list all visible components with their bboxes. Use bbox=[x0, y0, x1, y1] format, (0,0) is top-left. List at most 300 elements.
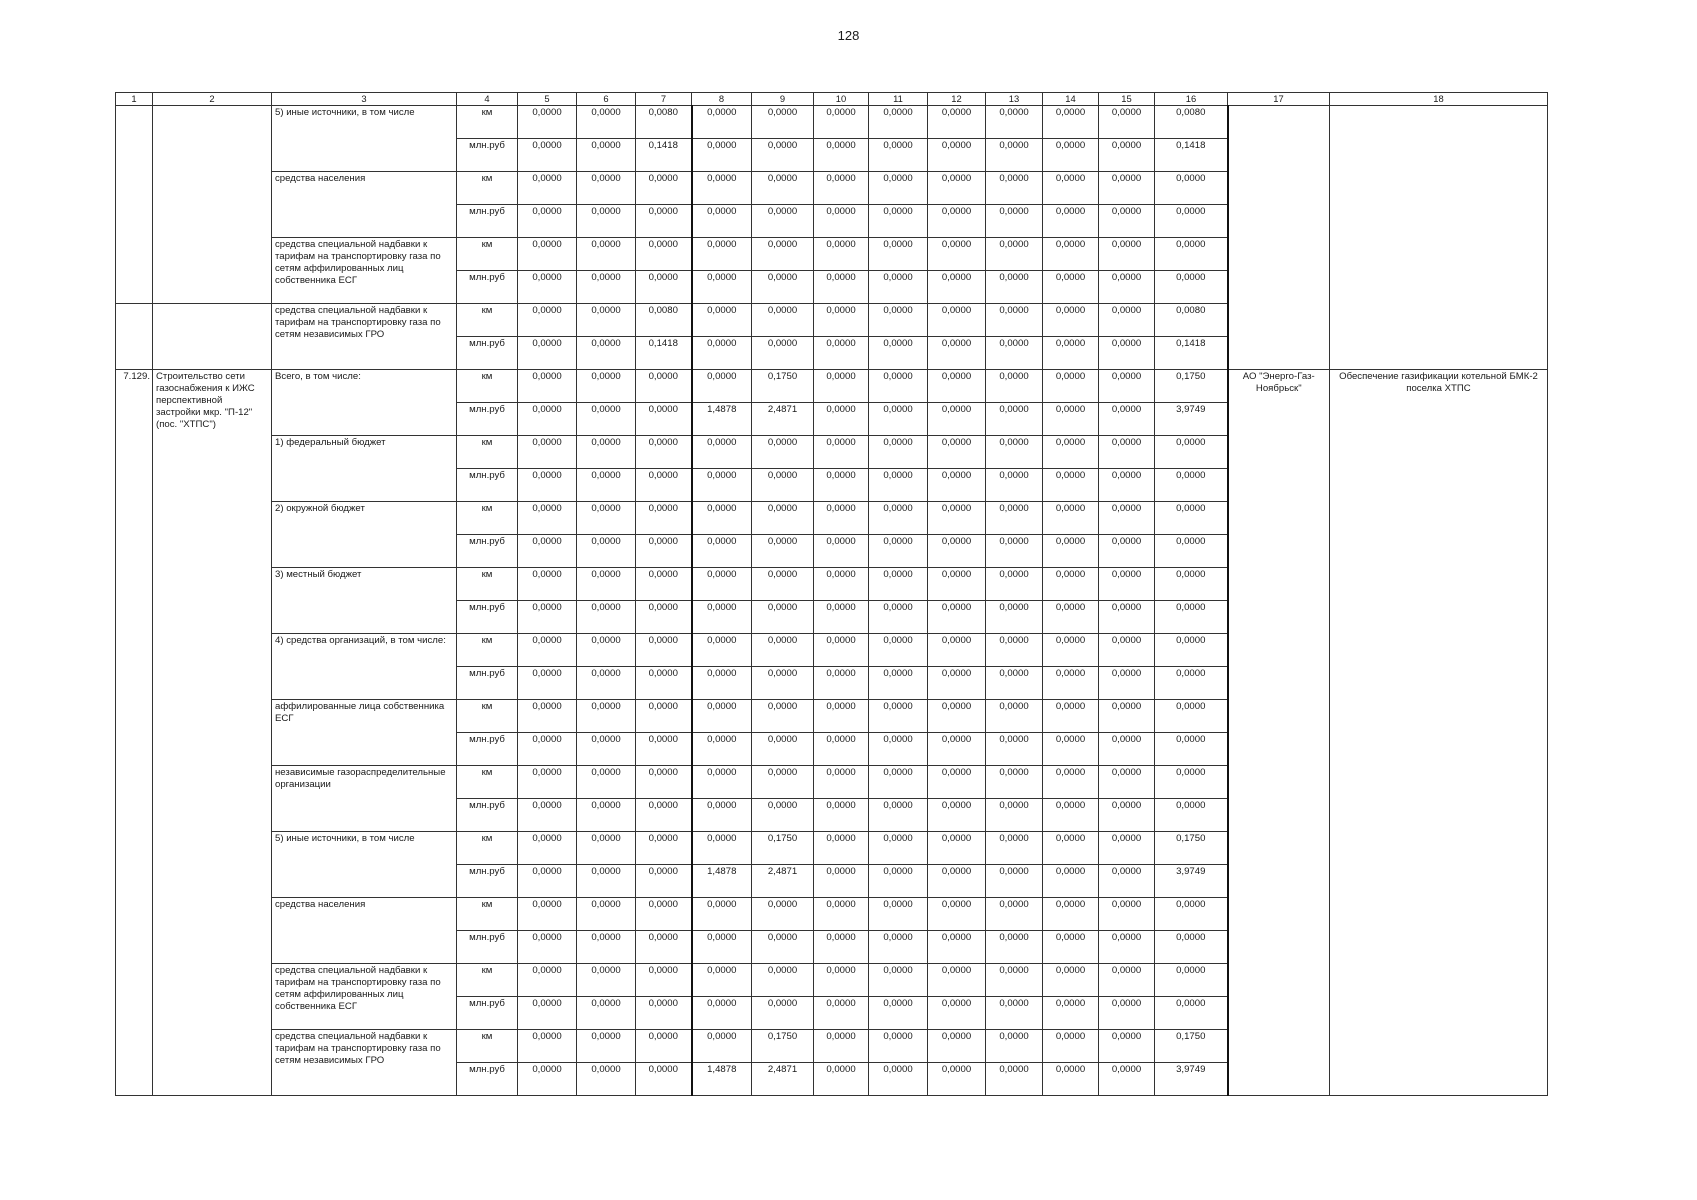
funding-source-label: Всего, в том числе: bbox=[272, 369, 457, 435]
value-cell: 0,0000 bbox=[577, 534, 636, 567]
value-cell: 0,0000 bbox=[752, 534, 814, 567]
row-number-empty bbox=[116, 105, 153, 303]
value-cell: 0,0000 bbox=[928, 732, 986, 765]
table-row bbox=[116, 105, 1548, 138]
column-header-10: 10 bbox=[814, 93, 869, 106]
value-cell: 0,0000 bbox=[577, 864, 636, 897]
unit-cell: км bbox=[457, 567, 518, 600]
value-cell: 0,0000 bbox=[636, 996, 692, 1029]
value-cell: 0,0000 bbox=[986, 402, 1043, 435]
value-cell: 0,0000 bbox=[986, 105, 1043, 138]
value-cell: 0,1750 bbox=[752, 369, 814, 402]
value-cell: 0,0000 bbox=[692, 171, 752, 204]
value-cell: 0,0000 bbox=[518, 798, 577, 831]
value-cell: 0,0000 bbox=[928, 237, 986, 270]
value-cell: 0,0000 bbox=[1043, 369, 1099, 402]
value-cell: 0,0000 bbox=[636, 204, 692, 237]
unit-cell: км bbox=[457, 831, 518, 864]
value-cell: 0,0000 bbox=[692, 798, 752, 831]
column-header-8: 8 bbox=[692, 93, 752, 106]
unit-cell: км bbox=[457, 171, 518, 204]
value-cell: 0,0000 bbox=[577, 270, 636, 303]
unit-cell: км bbox=[457, 633, 518, 666]
value-cell: 0,0000 bbox=[692, 204, 752, 237]
value-cell: 0,0000 bbox=[1155, 666, 1228, 699]
row-number-empty bbox=[116, 303, 153, 369]
value-cell: 0,0000 bbox=[1155, 633, 1228, 666]
value-cell: 0,0000 bbox=[1099, 831, 1155, 864]
value-cell: 0,0000 bbox=[636, 270, 692, 303]
value-cell: 0,0000 bbox=[692, 270, 752, 303]
value-cell: 0,0000 bbox=[752, 171, 814, 204]
value-cell: 0,0000 bbox=[928, 171, 986, 204]
value-cell: 0,0000 bbox=[869, 336, 928, 369]
funding-source-label: 3) местный бюджет bbox=[272, 567, 457, 633]
value-cell: 0,0000 bbox=[1099, 171, 1155, 204]
value-cell: 0,0000 bbox=[1043, 699, 1099, 732]
value-cell: 0,0000 bbox=[869, 1029, 928, 1062]
value-cell: 0,0000 bbox=[869, 666, 928, 699]
value-cell: 0,0000 bbox=[814, 897, 869, 930]
value-cell: 2,4871 bbox=[752, 1062, 814, 1095]
value-cell: 0,0000 bbox=[814, 402, 869, 435]
funding-source-label: независимые газораспределительные организации bbox=[272, 765, 457, 831]
value-cell: 0,0000 bbox=[869, 138, 928, 171]
value-cell: 0,0000 bbox=[1155, 930, 1228, 963]
value-cell: 0,0000 bbox=[1043, 468, 1099, 501]
value-cell: 0,0000 bbox=[1043, 765, 1099, 798]
value-cell: 0,0000 bbox=[1043, 1029, 1099, 1062]
value-cell: 0,0000 bbox=[692, 369, 752, 402]
funding-source-label: 1) федеральный бюджет bbox=[272, 435, 457, 501]
value-cell: 0,0000 bbox=[986, 501, 1043, 534]
value-cell: 0,0000 bbox=[752, 501, 814, 534]
value-cell: 0,0000 bbox=[1155, 963, 1228, 996]
value-cell: 0,0000 bbox=[518, 204, 577, 237]
funding-source-label: средства населения bbox=[272, 897, 457, 963]
value-cell: 0,0000 bbox=[752, 237, 814, 270]
value-cell: 0,0000 bbox=[1043, 435, 1099, 468]
value-cell: 0,0000 bbox=[636, 534, 692, 567]
value-cell: 0,0000 bbox=[869, 963, 928, 996]
funding-source-label: 5) иные источники, в том числе bbox=[272, 105, 457, 171]
value-cell: 0,0000 bbox=[752, 336, 814, 369]
value-cell: 0,0000 bbox=[814, 270, 869, 303]
unit-cell: км bbox=[457, 369, 518, 402]
value-cell: 1,4878 bbox=[692, 1062, 752, 1095]
value-cell: 2,4871 bbox=[752, 402, 814, 435]
value-cell: 0,0000 bbox=[1043, 897, 1099, 930]
value-cell: 0,0000 bbox=[577, 435, 636, 468]
value-cell: 0,0000 bbox=[869, 402, 928, 435]
value-cell: 0,0000 bbox=[986, 270, 1043, 303]
value-cell: 0,0000 bbox=[577, 666, 636, 699]
value-cell: 0,0000 bbox=[577, 468, 636, 501]
value-cell: 0,0000 bbox=[692, 897, 752, 930]
value-cell: 0,0000 bbox=[1099, 930, 1155, 963]
value-cell: 0,0000 bbox=[869, 732, 928, 765]
value-cell: 0,0000 bbox=[518, 270, 577, 303]
value-cell: 0,0000 bbox=[814, 1062, 869, 1095]
value-cell: 0,0000 bbox=[1043, 204, 1099, 237]
value-cell: 0,0000 bbox=[928, 468, 986, 501]
unit-cell: км bbox=[457, 897, 518, 930]
value-cell: 0,0000 bbox=[752, 699, 814, 732]
column-header-4: 4 bbox=[457, 93, 518, 106]
value-cell: 0,0000 bbox=[928, 270, 986, 303]
value-cell: 0,0000 bbox=[752, 303, 814, 336]
value-cell: 0,0000 bbox=[518, 963, 577, 996]
value-cell: 0,0000 bbox=[752, 930, 814, 963]
value-cell: 0,0000 bbox=[518, 666, 577, 699]
value-cell: 0,0000 bbox=[928, 105, 986, 138]
column-header-2: 2 bbox=[153, 93, 272, 106]
value-cell: 0,0000 bbox=[692, 699, 752, 732]
value-cell: 0,0000 bbox=[577, 996, 636, 1029]
value-cell: 0,0000 bbox=[518, 534, 577, 567]
value-cell: 0,0000 bbox=[986, 237, 1043, 270]
value-cell: 0,0000 bbox=[1043, 996, 1099, 1029]
funding-source-label: средства специальной надбавки к тарифам на транспортировку газа по сетям независимых ГРО bbox=[272, 1029, 457, 1095]
value-cell: 0,0080 bbox=[1155, 303, 1228, 336]
value-cell: 0,0000 bbox=[1043, 633, 1099, 666]
value-cell: 0,0000 bbox=[814, 567, 869, 600]
value-cell: 0,0000 bbox=[1155, 798, 1228, 831]
column-header-17: 17 bbox=[1228, 93, 1330, 106]
unit-cell: млн.руб bbox=[457, 336, 518, 369]
value-cell: 0,0000 bbox=[1099, 798, 1155, 831]
value-cell: 0,0000 bbox=[986, 996, 1043, 1029]
value-cell: 0,0000 bbox=[636, 402, 692, 435]
unit-cell: млн.руб bbox=[457, 402, 518, 435]
value-cell: 0,0000 bbox=[986, 534, 1043, 567]
value-cell: 0,0000 bbox=[986, 699, 1043, 732]
value-cell: 0,0000 bbox=[577, 567, 636, 600]
unit-cell: км bbox=[457, 237, 518, 270]
value-cell: 0,0000 bbox=[692, 732, 752, 765]
value-cell: 0,0000 bbox=[814, 864, 869, 897]
value-cell: 0,0000 bbox=[814, 831, 869, 864]
value-cell: 0,0000 bbox=[1155, 567, 1228, 600]
value-cell: 0,0000 bbox=[577, 204, 636, 237]
value-cell: 0,0000 bbox=[692, 303, 752, 336]
value-cell: 0,1750 bbox=[1155, 831, 1228, 864]
value-cell: 0,0000 bbox=[928, 1062, 986, 1095]
value-cell: 0,0000 bbox=[814, 369, 869, 402]
value-cell: 0,0000 bbox=[636, 501, 692, 534]
value-cell: 0,0000 bbox=[869, 897, 928, 930]
value-cell: 0,0000 bbox=[986, 369, 1043, 402]
value-cell: 0,0000 bbox=[1155, 501, 1228, 534]
funding-source-label: средства населения bbox=[272, 171, 457, 237]
value-cell: 0,0000 bbox=[928, 204, 986, 237]
value-cell: 0,0000 bbox=[1099, 237, 1155, 270]
value-cell: 0,0000 bbox=[636, 930, 692, 963]
value-cell: 0,0000 bbox=[986, 798, 1043, 831]
value-cell: 0,0000 bbox=[692, 138, 752, 171]
value-cell: 0,0000 bbox=[986, 1029, 1043, 1062]
unit-cell: км bbox=[457, 963, 518, 996]
value-cell: 0,0000 bbox=[1043, 963, 1099, 996]
value-cell: 0,0000 bbox=[814, 171, 869, 204]
column-header-9: 9 bbox=[752, 93, 814, 106]
value-cell: 0,0000 bbox=[518, 402, 577, 435]
value-cell: 0,0000 bbox=[1099, 204, 1155, 237]
value-cell: 0,0000 bbox=[1155, 468, 1228, 501]
value-cell: 0,0000 bbox=[1043, 402, 1099, 435]
value-cell: 0,0000 bbox=[518, 633, 577, 666]
value-cell: 0,0000 bbox=[928, 303, 986, 336]
value-cell: 0,0000 bbox=[928, 798, 986, 831]
value-cell: 0,0000 bbox=[577, 501, 636, 534]
value-cell: 0,0000 bbox=[518, 435, 577, 468]
value-cell: 0,0000 bbox=[577, 600, 636, 633]
value-cell: 0,0000 bbox=[1043, 534, 1099, 567]
value-cell: 0,0000 bbox=[692, 435, 752, 468]
unit-cell: млн.руб bbox=[457, 270, 518, 303]
value-cell: 0,0000 bbox=[1099, 105, 1155, 138]
value-cell: 0,0000 bbox=[869, 699, 928, 732]
value-cell: 0,0000 bbox=[869, 798, 928, 831]
value-cell: 0,0000 bbox=[518, 567, 577, 600]
value-cell: 0,0000 bbox=[869, 534, 928, 567]
value-cell: 0,1750 bbox=[1155, 1029, 1228, 1062]
value-cell: 0,0000 bbox=[986, 303, 1043, 336]
value-cell: 0,0000 bbox=[577, 1029, 636, 1062]
value-cell: 0,0000 bbox=[518, 699, 577, 732]
value-cell: 0,0000 bbox=[1099, 963, 1155, 996]
value-cell: 2,4871 bbox=[752, 864, 814, 897]
value-cell: 0,0000 bbox=[928, 501, 986, 534]
unit-cell: км bbox=[457, 699, 518, 732]
value-cell: 0,0000 bbox=[814, 600, 869, 633]
value-cell: 0,0000 bbox=[577, 138, 636, 171]
value-cell: 0,0000 bbox=[1043, 666, 1099, 699]
column-header-12: 12 bbox=[928, 93, 986, 106]
value-cell: 0,0000 bbox=[869, 171, 928, 204]
table-row bbox=[116, 369, 1548, 402]
value-cell: 1,4878 bbox=[692, 402, 752, 435]
value-cell: 0,0000 bbox=[928, 336, 986, 369]
value-cell: 0,0000 bbox=[869, 930, 928, 963]
value-cell: 0,0000 bbox=[636, 897, 692, 930]
value-cell: 0,0000 bbox=[518, 369, 577, 402]
value-cell: 0,0000 bbox=[986, 171, 1043, 204]
value-cell: 0,0000 bbox=[1043, 171, 1099, 204]
value-cell: 0,0000 bbox=[692, 336, 752, 369]
value-cell: 0,0000 bbox=[1099, 666, 1155, 699]
row-number: 7.129. bbox=[116, 369, 153, 1095]
value-cell: 0,0000 bbox=[752, 666, 814, 699]
value-cell: 0,0000 bbox=[1099, 633, 1155, 666]
value-cell: 0,0000 bbox=[1099, 699, 1155, 732]
value-cell: 0,0000 bbox=[518, 732, 577, 765]
value-cell: 0,0000 bbox=[752, 270, 814, 303]
value-cell: 0,0000 bbox=[928, 633, 986, 666]
value-cell: 0,0000 bbox=[814, 237, 869, 270]
value-cell: 0,0000 bbox=[814, 435, 869, 468]
value-cell: 0,0000 bbox=[986, 831, 1043, 864]
value-cell: 0,0000 bbox=[752, 567, 814, 600]
value-cell: 0,0000 bbox=[986, 567, 1043, 600]
value-cell: 0,0000 bbox=[752, 633, 814, 666]
value-cell: 0,0000 bbox=[577, 930, 636, 963]
value-cell: 0,0080 bbox=[636, 303, 692, 336]
value-cell: 0,0000 bbox=[928, 369, 986, 402]
value-cell: 0,0000 bbox=[869, 501, 928, 534]
value-cell: 0,0000 bbox=[518, 171, 577, 204]
value-cell: 0,0000 bbox=[928, 402, 986, 435]
value-cell: 0,0000 bbox=[1043, 501, 1099, 534]
value-cell: 0,0000 bbox=[1043, 864, 1099, 897]
value-cell: 0,0000 bbox=[692, 765, 752, 798]
unit-cell: км bbox=[457, 303, 518, 336]
value-cell: 0,0000 bbox=[928, 600, 986, 633]
value-cell: 0,0000 bbox=[1155, 996, 1228, 1029]
value-cell: 0,0000 bbox=[1099, 336, 1155, 369]
unit-cell: км bbox=[457, 105, 518, 138]
column-header-18: 18 bbox=[1330, 93, 1548, 106]
funding-source-label: средства специальной надбавки к тарифам на транспортировку газа по сетям аффилированных лиц собственника ЕСГ bbox=[272, 963, 457, 1029]
value-cell: 0,0000 bbox=[928, 435, 986, 468]
value-cell: 0,0000 bbox=[814, 501, 869, 534]
value-cell: 0,0000 bbox=[1043, 1062, 1099, 1095]
table-body bbox=[116, 93, 1548, 1096]
object-name-empty bbox=[153, 105, 272, 303]
value-cell: 0,0000 bbox=[814, 798, 869, 831]
value-cell: 0,1418 bbox=[1155, 336, 1228, 369]
value-cell: 0,0000 bbox=[928, 699, 986, 732]
object-name-empty bbox=[153, 303, 272, 369]
value-cell: 0,0000 bbox=[518, 1062, 577, 1095]
value-cell: 0,0000 bbox=[692, 1029, 752, 1062]
value-cell: 0,0000 bbox=[1155, 765, 1228, 798]
value-cell: 0,0000 bbox=[1155, 534, 1228, 567]
unit-cell: млн.руб bbox=[457, 930, 518, 963]
value-cell: 0,0000 bbox=[692, 930, 752, 963]
value-cell: 0,0000 bbox=[869, 567, 928, 600]
value-cell: 0,0000 bbox=[986, 600, 1043, 633]
value-cell: 0,1750 bbox=[752, 831, 814, 864]
value-cell: 0,0000 bbox=[518, 765, 577, 798]
value-cell: 0,0000 bbox=[986, 897, 1043, 930]
value-cell: 0,0000 bbox=[752, 765, 814, 798]
value-cell: 0,0000 bbox=[636, 666, 692, 699]
value-cell: 0,0000 bbox=[814, 633, 869, 666]
value-cell: 0,0000 bbox=[928, 567, 986, 600]
value-cell: 0,0000 bbox=[752, 996, 814, 1029]
value-cell: 0,0000 bbox=[636, 699, 692, 732]
value-cell: 0,0000 bbox=[1099, 600, 1155, 633]
column-number-row bbox=[116, 93, 1548, 106]
page-number: 128 bbox=[837, 28, 860, 43]
value-cell: 0,0000 bbox=[1043, 600, 1099, 633]
value-cell: 0,0000 bbox=[928, 765, 986, 798]
value-cell: 0,0000 bbox=[1099, 303, 1155, 336]
unit-cell: млн.руб bbox=[457, 534, 518, 567]
value-cell: 0,0000 bbox=[869, 831, 928, 864]
value-cell: 0,0000 bbox=[752, 204, 814, 237]
column-header-6: 6 bbox=[577, 93, 636, 106]
value-cell: 0,0000 bbox=[518, 105, 577, 138]
value-cell: 0,0000 bbox=[752, 897, 814, 930]
value-cell: 0,0000 bbox=[814, 303, 869, 336]
value-cell: 0,0000 bbox=[1099, 732, 1155, 765]
value-cell: 0,0000 bbox=[752, 798, 814, 831]
value-cell: 0,0000 bbox=[577, 699, 636, 732]
value-cell: 0,0000 bbox=[814, 963, 869, 996]
value-cell: 0,0000 bbox=[869, 600, 928, 633]
unit-cell: млн.руб bbox=[457, 666, 518, 699]
value-cell: 0,0000 bbox=[518, 897, 577, 930]
value-cell: 0,0000 bbox=[636, 600, 692, 633]
value-cell: 0,0000 bbox=[577, 732, 636, 765]
column-header-15: 15 bbox=[1099, 93, 1155, 106]
value-cell: 0,0000 bbox=[692, 534, 752, 567]
value-cell: 0,0080 bbox=[636, 105, 692, 138]
value-cell: 0,0000 bbox=[752, 732, 814, 765]
value-cell: 0,0000 bbox=[869, 996, 928, 1029]
value-cell: 0,1418 bbox=[636, 336, 692, 369]
value-cell: 0,0000 bbox=[518, 237, 577, 270]
value-cell: 0,0000 bbox=[1099, 435, 1155, 468]
value-cell: 0,0000 bbox=[814, 930, 869, 963]
funding-source-label: 4) средства организаций, в том числе: bbox=[272, 633, 457, 699]
unit-cell: млн.руб bbox=[457, 996, 518, 1029]
value-cell: 0,0000 bbox=[928, 897, 986, 930]
value-cell: 0,0000 bbox=[577, 633, 636, 666]
value-cell: 0,0000 bbox=[577, 831, 636, 864]
value-cell: 0,0000 bbox=[577, 237, 636, 270]
value-cell: 0,0000 bbox=[636, 633, 692, 666]
executor-cell-empty bbox=[1228, 105, 1330, 369]
funding-source-label: 5) иные источники, в том числе bbox=[272, 831, 457, 897]
value-cell: 0,0000 bbox=[986, 468, 1043, 501]
value-cell: 0,0000 bbox=[577, 765, 636, 798]
value-cell: 0,0000 bbox=[928, 963, 986, 996]
value-cell: 0,0000 bbox=[636, 1062, 692, 1095]
value-cell: 0,0000 bbox=[1043, 336, 1099, 369]
funding-source-label: средства специальной надбавки к тарифам на транспортировку газа по сетям аффилированных лиц собственника ЕСГ bbox=[272, 237, 457, 303]
value-cell: 0,0000 bbox=[636, 1029, 692, 1062]
value-cell: 0,0000 bbox=[986, 963, 1043, 996]
value-cell: 0,0000 bbox=[692, 633, 752, 666]
value-cell: 0,0000 bbox=[636, 237, 692, 270]
unit-cell: км bbox=[457, 1029, 518, 1062]
value-cell: 0,0000 bbox=[1043, 138, 1099, 171]
value-cell: 0,0000 bbox=[1155, 270, 1228, 303]
value-cell: 0,0000 bbox=[814, 765, 869, 798]
object-name: Строительство сети газоснабжения к ИЖС перспективной застройки мкр. "П-12" (пос. "ХТПС") bbox=[153, 369, 272, 1095]
value-cell: 3,9749 bbox=[1155, 864, 1228, 897]
value-cell: 0,1750 bbox=[752, 1029, 814, 1062]
value-cell: 0,0000 bbox=[1099, 567, 1155, 600]
value-cell: 0,0000 bbox=[577, 963, 636, 996]
value-cell: 0,0000 bbox=[692, 600, 752, 633]
value-cell: 0,0080 bbox=[1155, 105, 1228, 138]
value-cell: 0,1418 bbox=[636, 138, 692, 171]
value-cell: 0,0000 bbox=[636, 765, 692, 798]
value-cell: 0,0000 bbox=[928, 534, 986, 567]
value-cell: 0,0000 bbox=[692, 567, 752, 600]
value-cell: 0,0000 bbox=[1099, 864, 1155, 897]
value-cell: 0,0000 bbox=[1099, 534, 1155, 567]
value-cell: 0,0000 bbox=[1155, 237, 1228, 270]
value-cell: 0,0000 bbox=[636, 963, 692, 996]
value-cell: 0,0000 bbox=[1099, 468, 1155, 501]
value-cell: 0,0000 bbox=[928, 930, 986, 963]
column-header-3: 3 bbox=[272, 93, 457, 106]
